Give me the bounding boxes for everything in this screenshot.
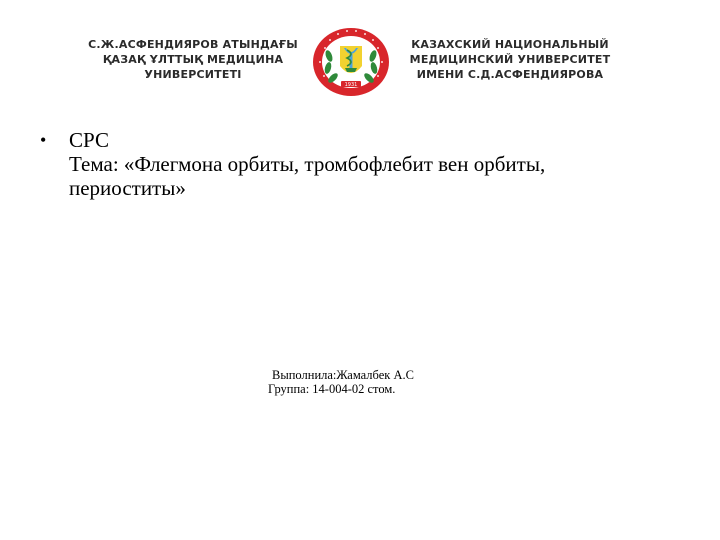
topic-line-2: Тема: «Флегмона орбиты, тромбофлебит вен орбиты,: [69, 152, 546, 176]
author-info: [268, 368, 414, 396]
header-university-name-kazakh: [86, 37, 300, 82]
header-left-line-2: ҚАЗАҚ ҰЛТТЫҚ МЕДИЦИНА: [102, 53, 284, 66]
header-right-line-1: КАЗАХСКИЙ НАЦИОНАЛЬНЫЙ: [411, 38, 609, 51]
author-performed-by: Выполнила:Жамалбек А.С: [272, 368, 414, 382]
header-left-line-1: С.Ж.АСФЕНДИЯРОВ АТЫНДАҒЫ: [88, 38, 298, 51]
university-emblem-icon: [311, 26, 391, 98]
header-right-line-2: МЕДИЦИНСКИЙ УНИВЕРСИТЕТ: [409, 53, 611, 66]
topic-text: [69, 128, 680, 200]
header-right-line-3: ИМЕНИ С.Д.АСФЕНДИЯРОВА: [416, 68, 604, 81]
header-left-line-3: УНИВЕРСИТЕТІ: [144, 68, 242, 81]
author-group: Группа: 14-004-02 стом.: [268, 382, 396, 396]
header-university-name-russian: [406, 37, 614, 82]
topic-line-3: периоститы»: [69, 176, 186, 200]
topic-line-1: СРС: [69, 128, 109, 152]
emblem-year-text: 1931: [344, 82, 358, 88]
bullet-icon: •: [40, 130, 47, 150]
topic-bullet: [40, 128, 680, 200]
